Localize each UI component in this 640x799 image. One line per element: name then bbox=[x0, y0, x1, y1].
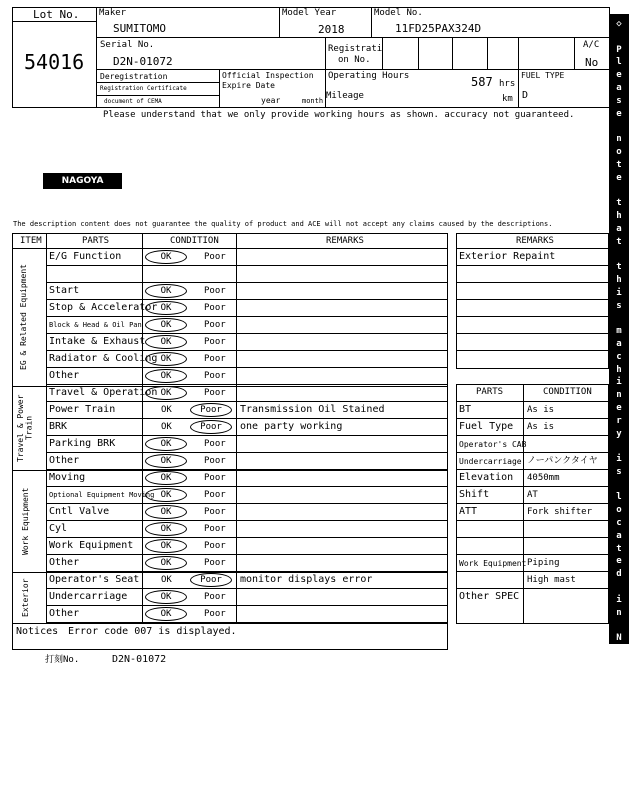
row-part: Work Equipment bbox=[49, 540, 134, 551]
poor-mark: Poor bbox=[204, 490, 226, 500]
serial-no-label: Serial No. bbox=[100, 40, 155, 50]
poor-mark: Poor bbox=[204, 473, 226, 483]
official-inspection-label: Official Inspection bbox=[222, 71, 314, 80]
poor-mark: Poor bbox=[204, 320, 226, 330]
mileage-label: Mileage bbox=[326, 91, 364, 101]
km-label: km bbox=[502, 94, 513, 104]
row-part: Moving bbox=[49, 472, 86, 483]
notices-text: Error code 007 is displayed. bbox=[68, 626, 237, 637]
row-part: Other bbox=[49, 557, 80, 568]
stamp-label: 打刻No. bbox=[45, 655, 80, 665]
ok-mark: OK bbox=[145, 250, 187, 264]
spec-part: Elevation bbox=[459, 472, 514, 483]
poor-mark: Poor bbox=[204, 388, 226, 398]
ok-mark: OK bbox=[161, 422, 172, 432]
spec-part: Other SPEC bbox=[459, 591, 520, 602]
ok-mark: OK bbox=[145, 352, 187, 366]
month-label: month bbox=[302, 97, 324, 105]
row-part: Optional Equipment Moving bbox=[49, 491, 155, 499]
ok-mark: OK bbox=[145, 556, 187, 570]
document-cema-label: document of CEMA bbox=[104, 98, 162, 105]
ok-mark: OK bbox=[145, 335, 187, 349]
registration-label-1: Registrati bbox=[328, 44, 383, 54]
row-part: Other bbox=[49, 370, 80, 381]
row-part: Operator's Seat bbox=[49, 574, 140, 585]
ac-label: A/C bbox=[583, 40, 600, 50]
ok-mark: OK bbox=[145, 454, 187, 468]
group-work: Work Equipment bbox=[21, 487, 30, 555]
header-remarks: REMARKS bbox=[326, 236, 364, 246]
row-part: Intake & Exhaust bbox=[49, 336, 146, 347]
ok-mark: OK bbox=[145, 386, 187, 400]
ok-mark: OK bbox=[145, 488, 187, 502]
hrs-label: hrs bbox=[499, 79, 516, 89]
ok-mark: OK bbox=[145, 539, 187, 553]
row-part: Travel & Operation bbox=[49, 387, 158, 398]
row-part: E/G Function bbox=[49, 251, 122, 262]
year-label: year bbox=[261, 96, 281, 105]
row-part: Other bbox=[49, 608, 80, 619]
model-no-label: Model No. bbox=[374, 8, 423, 18]
disclaimer: The description content does not guarantee the quality of product and ACE will not accept any claims caused by the descriptions. bbox=[13, 220, 553, 228]
poor-mark: Poor bbox=[204, 541, 226, 551]
spec-condition: Fork shifter bbox=[527, 507, 593, 517]
operating-hours-label: Operating Hours bbox=[328, 71, 410, 81]
poor-mark: Poor bbox=[190, 420, 232, 434]
location-notice-sidebar: ◇ P l e a s e n o t e t h a t t h i s m a c h i n e r y i s l o c a t e d i n N a g o y a Y a r d ◇ bbox=[609, 14, 629, 644]
lot-no: 54016 bbox=[24, 50, 85, 74]
notices-label: Notices bbox=[16, 626, 59, 637]
ok-mark: OK bbox=[145, 505, 187, 519]
spec-condition: As is bbox=[527, 405, 555, 415]
maker: SUMITOMO bbox=[113, 22, 166, 35]
hours-notice: Please understand that we only provide working hours as shown. accuracy not guaranteed. bbox=[103, 110, 575, 120]
spec-part: Operator's CAB bbox=[459, 440, 527, 449]
lot-no-label: Lot No. bbox=[33, 8, 80, 21]
ok-mark: OK bbox=[161, 405, 172, 415]
spec-part: Shift bbox=[459, 489, 490, 500]
spec-condition: 4050mm bbox=[527, 473, 560, 483]
ac-value: No bbox=[585, 56, 599, 69]
poor-mark: Poor bbox=[204, 456, 226, 466]
spec-header-condition: CONDITION bbox=[543, 387, 592, 397]
registration-label-2: on No. bbox=[338, 55, 371, 65]
poor-mark: Poor bbox=[204, 337, 226, 347]
row-part: Cntl Valve bbox=[49, 506, 110, 517]
row-part: Stop & Accelerator bbox=[49, 302, 158, 313]
row-part: Radiator & Cooling bbox=[49, 353, 158, 364]
poor-mark: Poor bbox=[204, 354, 226, 364]
row-part: Block & Head & Oil Pan bbox=[49, 321, 142, 329]
ok-mark: OK bbox=[145, 437, 187, 451]
group-eg: EG & Related Equipment bbox=[19, 264, 28, 370]
ok-mark: OK bbox=[145, 301, 187, 315]
deregistration-label: Deregistration bbox=[100, 72, 168, 81]
row-remark: one party working bbox=[240, 421, 343, 432]
spec-part: Fuel Type bbox=[459, 421, 514, 432]
stamp-no: D2N-01072 bbox=[112, 654, 167, 665]
row-part: Cyl bbox=[49, 523, 68, 534]
ok-mark: OK bbox=[145, 318, 187, 332]
ok-mark: OK bbox=[161, 575, 172, 585]
poor-mark: Poor bbox=[204, 609, 226, 619]
fuel-type: D bbox=[522, 90, 529, 101]
row-part: Power Train bbox=[49, 404, 116, 415]
poor-mark: Poor bbox=[204, 507, 226, 517]
ok-mark: OK bbox=[145, 284, 187, 298]
spec-condition: As is bbox=[527, 422, 555, 432]
spec-condition: AT bbox=[527, 490, 538, 500]
maker-label: Maker bbox=[99, 8, 127, 18]
row-remark: Transmission Oil Stained bbox=[240, 404, 385, 415]
header-condition: CONDITION bbox=[170, 236, 219, 246]
ok-mark: OK bbox=[145, 607, 187, 621]
header-parts: PARTS bbox=[82, 236, 110, 246]
model-year: 2018 bbox=[318, 23, 345, 36]
header-item: ITEM bbox=[20, 236, 42, 246]
fuel-type-label: FUEL TYPE bbox=[521, 71, 565, 80]
spec-part: BT bbox=[459, 404, 472, 415]
spec-part: ATT bbox=[459, 506, 478, 517]
ok-mark: OK bbox=[145, 522, 187, 536]
poor-mark: Poor bbox=[204, 524, 226, 534]
registration-certificate-label: Registration Certificate bbox=[100, 85, 187, 92]
poor-mark: Poor bbox=[204, 286, 226, 296]
spec-part: Undercarriage bbox=[459, 457, 522, 466]
poor-mark: Poor bbox=[190, 573, 232, 587]
group-travel: Travel & Power Train bbox=[16, 394, 34, 462]
poor-mark: Poor bbox=[204, 252, 226, 262]
ok-mark: OK bbox=[145, 471, 187, 485]
row-part: Undercarriage bbox=[49, 591, 128, 602]
ok-mark: OK bbox=[145, 590, 187, 604]
expire-date-label: Expire Date bbox=[222, 81, 275, 90]
spec-condition: ノーパンクタイヤ bbox=[527, 456, 598, 466]
row-part: Other bbox=[49, 455, 80, 466]
spec-condition: Piping bbox=[527, 558, 560, 568]
ok-mark: OK bbox=[145, 369, 187, 383]
poor-mark: Poor bbox=[204, 439, 226, 449]
right-remarks-header: REMARKS bbox=[516, 236, 554, 246]
row-part: Start bbox=[49, 285, 80, 296]
poor-mark: Poor bbox=[204, 592, 226, 602]
operating-hours: 587 bbox=[471, 75, 493, 89]
model-no: 11FD25PAX324D bbox=[395, 22, 482, 35]
poor-mark: Poor bbox=[204, 371, 226, 381]
row-part: BRK bbox=[49, 421, 68, 432]
location-badge: NAGOYA bbox=[43, 173, 122, 189]
row-remark: monitor displays error bbox=[240, 574, 373, 585]
poor-mark: Poor bbox=[204, 303, 226, 313]
model-year-label: Model Year bbox=[282, 8, 337, 18]
spec-part: Work Equipment bbox=[459, 559, 527, 568]
spec-header-parts: PARTS bbox=[476, 387, 504, 397]
poor-mark: Poor bbox=[190, 403, 232, 417]
row-part: Parking BRK bbox=[49, 438, 116, 449]
serial-no: D2N-01072 bbox=[113, 55, 173, 68]
right-remarks-first: Exterior Repaint bbox=[459, 251, 556, 262]
spec-condition: High mast bbox=[527, 575, 576, 585]
group-exterior: Exterior bbox=[21, 578, 30, 618]
poor-mark: Poor bbox=[204, 558, 226, 568]
